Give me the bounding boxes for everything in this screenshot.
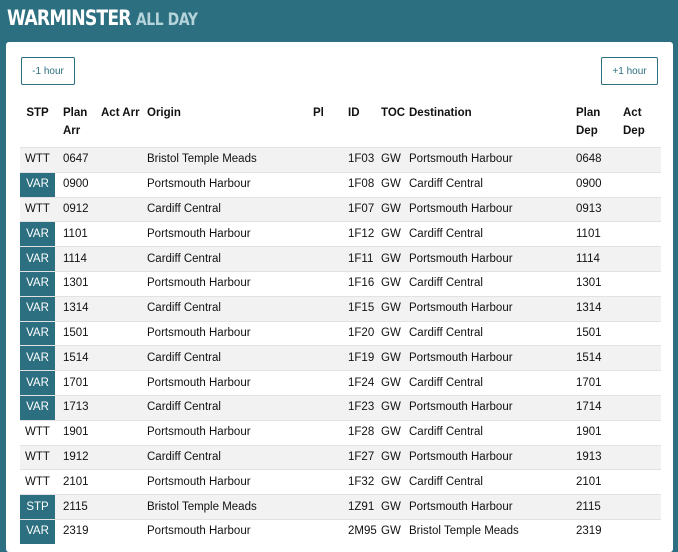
origin-cell: Portsmouth Harbour — [147, 222, 313, 247]
train-id-cell: 1F27 — [348, 445, 381, 470]
toc-cell: GW — [381, 148, 409, 173]
origin-cell: Portsmouth Harbour — [147, 519, 313, 543]
table-row[interactable] — [20, 148, 661, 173]
plan-arr-cell: 0647 — [55, 148, 101, 173]
col-header-act-arr: Act Arr — [101, 107, 140, 119]
act-arr-cell — [101, 321, 147, 346]
timetable — [20, 104, 661, 544]
col-header-pl: Pl — [313, 107, 324, 119]
toc-cell: GW — [381, 445, 409, 470]
plan-arr-cell: 2115 — [55, 495, 101, 520]
act-dep-cell — [623, 296, 661, 321]
origin-cell: Cardiff Central — [147, 197, 313, 222]
col-header-toc: TOC — [381, 107, 406, 119]
train-id-cell: 1Z91 — [348, 495, 381, 520]
platform-cell — [313, 296, 348, 321]
stp-badge: VAR — [20, 271, 55, 296]
platform-cell — [313, 271, 348, 296]
plan-arr-cell: 1901 — [55, 420, 101, 445]
table-row[interactable] — [20, 296, 661, 321]
plan-dep-cell: 2101 — [576, 470, 623, 495]
train-id-cell: 1F23 — [348, 395, 381, 420]
platform-cell — [313, 172, 348, 197]
origin-cell: Cardiff Central — [147, 247, 313, 272]
station-name: WARMINSTER — [7, 6, 131, 30]
plan-dep-cell: 1514 — [576, 346, 623, 371]
act-dep-cell — [623, 395, 661, 420]
table-row[interactable] — [20, 371, 661, 396]
toc-cell: GW — [381, 271, 409, 296]
platform-cell — [313, 420, 348, 445]
toc-cell: GW — [381, 395, 409, 420]
stp-badge: VAR — [20, 247, 55, 272]
origin-cell: Portsmouth Harbour — [147, 321, 313, 346]
act-arr-cell — [101, 247, 147, 272]
train-id-cell: 1F08 — [348, 172, 381, 197]
plan-arr-cell: 1701 — [55, 371, 101, 396]
plan-dep-cell: 1314 — [576, 296, 623, 321]
plan-dep-cell: 2115 — [576, 495, 623, 520]
plan-dep-cell: 1913 — [576, 445, 623, 470]
stp-badge: WTT — [20, 420, 55, 445]
plan-arr-cell: 1912 — [55, 445, 101, 470]
next-hour-button[interactable]: +1 hour — [601, 57, 658, 85]
top-bar — [0, 0, 678, 40]
act-arr-cell — [101, 346, 147, 371]
origin-cell: Portsmouth Harbour — [147, 271, 313, 296]
train-id-cell: 1F20 — [348, 321, 381, 346]
platform-cell — [313, 445, 348, 470]
col-header-act-dep: Act Dep — [623, 107, 645, 137]
plan-arr-cell: 0900 — [55, 172, 101, 197]
stp-badge: WTT — [20, 197, 55, 222]
plan-dep-cell: 1501 — [576, 321, 623, 346]
origin-cell: Cardiff Central — [147, 445, 313, 470]
destination-cell: Cardiff Central — [409, 470, 576, 495]
act-arr-cell — [101, 519, 147, 543]
plan-arr-cell: 1301 — [55, 271, 101, 296]
act-dep-cell — [623, 222, 661, 247]
table-row[interactable] — [20, 321, 661, 346]
stp-badge: VAR — [20, 321, 55, 346]
plan-arr-cell: 0912 — [55, 197, 101, 222]
stp-badge: VAR — [20, 296, 55, 321]
destination-cell: Portsmouth Harbour — [409, 495, 576, 520]
toc-cell: GW — [381, 296, 409, 321]
destination-cell: Portsmouth Harbour — [409, 445, 576, 470]
act-dep-cell — [623, 321, 661, 346]
toc-cell: GW — [381, 371, 409, 396]
plan-arr-cell: 2101 — [55, 470, 101, 495]
col-header-origin: Origin — [147, 107, 181, 119]
act-dep-cell — [623, 371, 661, 396]
act-dep-cell — [623, 271, 661, 296]
toc-cell: GW — [381, 197, 409, 222]
destination-cell: Bristol Temple Meads — [409, 519, 576, 543]
origin-cell: Portsmouth Harbour — [147, 172, 313, 197]
origin-cell: Cardiff Central — [147, 346, 313, 371]
origin-cell: Cardiff Central — [147, 296, 313, 321]
act-arr-cell — [101, 296, 147, 321]
page-title — [7, 6, 198, 30]
table-row[interactable] — [20, 346, 661, 371]
table-row[interactable] — [20, 395, 661, 420]
train-id-cell: 1F11 — [348, 247, 381, 272]
origin-cell: Portsmouth Harbour — [147, 371, 313, 396]
destination-cell: Portsmouth Harbour — [409, 148, 576, 173]
table-row[interactable] — [20, 197, 661, 222]
plan-arr-cell: 1713 — [55, 395, 101, 420]
previous-hour-button[interactable]: -1 hour — [21, 57, 75, 85]
destination-cell: Cardiff Central — [409, 271, 576, 296]
plan-arr-cell: 1514 — [55, 346, 101, 371]
stp-badge: WTT — [20, 470, 55, 495]
plan-dep-cell: 1901 — [576, 420, 623, 445]
toc-cell: GW — [381, 420, 409, 445]
stp-badge: WTT — [20, 445, 55, 470]
table-row[interactable] — [20, 222, 661, 247]
train-id-cell: 2M95 — [348, 519, 381, 543]
act-dep-cell — [623, 519, 661, 543]
table-row[interactable] — [20, 470, 661, 495]
stp-badge: VAR — [20, 222, 55, 247]
destination-cell: Portsmouth Harbour — [409, 197, 576, 222]
train-id-cell: 1F28 — [348, 420, 381, 445]
destination-cell: Cardiff Central — [409, 321, 576, 346]
plan-arr-cell: 1314 — [55, 296, 101, 321]
platform-cell — [313, 222, 348, 247]
train-id-cell: 1F07 — [348, 197, 381, 222]
toc-cell: GW — [381, 321, 409, 346]
table-row[interactable] — [20, 420, 661, 445]
plan-dep-cell: 0900 — [576, 172, 623, 197]
toc-cell: GW — [381, 222, 409, 247]
plan-dep-cell: 2319 — [576, 519, 623, 543]
act-dep-cell — [623, 346, 661, 371]
train-id-cell: 1F19 — [348, 346, 381, 371]
act-arr-cell — [101, 222, 147, 247]
act-arr-cell — [101, 371, 147, 396]
act-arr-cell — [101, 445, 147, 470]
page-subtitle: ALL DAY — [135, 10, 198, 30]
toc-cell: GW — [381, 172, 409, 197]
col-header-id: ID — [348, 107, 360, 119]
destination-cell: Portsmouth Harbour — [409, 346, 576, 371]
toc-cell: GW — [381, 519, 409, 543]
train-id-cell: 1F15 — [348, 296, 381, 321]
act-arr-cell — [101, 271, 147, 296]
platform-cell — [313, 371, 348, 396]
plan-dep-cell: 0913 — [576, 197, 623, 222]
origin-cell: Cardiff Central — [147, 395, 313, 420]
act-arr-cell — [101, 172, 147, 197]
stp-badge: VAR — [20, 371, 55, 396]
toc-cell: GW — [381, 346, 409, 371]
platform-cell — [313, 247, 348, 272]
plan-arr-cell: 1114 — [55, 247, 101, 272]
stp-badge: STP — [20, 495, 55, 520]
destination-cell: Cardiff Central — [409, 172, 576, 197]
table-row[interactable] — [20, 445, 661, 470]
platform-cell — [313, 470, 348, 495]
act-arr-cell — [101, 395, 147, 420]
train-id-cell: 1F12 — [348, 222, 381, 247]
stp-badge: VAR — [20, 346, 55, 371]
plan-dep-cell: 1101 — [576, 222, 623, 247]
act-dep-cell — [623, 172, 661, 197]
toc-cell: GW — [381, 495, 409, 520]
platform-cell — [313, 197, 348, 222]
plan-dep-cell: 1701 — [576, 371, 623, 396]
toc-cell: GW — [381, 247, 409, 272]
platform-cell — [313, 495, 348, 520]
act-dep-cell — [623, 420, 661, 445]
stp-badge: WTT — [20, 148, 55, 173]
plan-dep-cell: 1301 — [576, 271, 623, 296]
act-arr-cell — [101, 197, 147, 222]
toc-cell: GW — [381, 470, 409, 495]
col-header-stp: STP — [26, 107, 49, 119]
act-dep-cell — [623, 495, 661, 520]
destination-cell: Portsmouth Harbour — [409, 296, 576, 321]
origin-cell: Portsmouth Harbour — [147, 470, 313, 495]
col-header-plan-arr: Plan Arr — [63, 107, 88, 137]
platform-cell — [313, 395, 348, 420]
table-row[interactable] — [20, 172, 661, 197]
col-header-destination: Destination — [409, 107, 472, 119]
platform-cell — [313, 519, 348, 543]
train-id-cell: 1F16 — [348, 271, 381, 296]
act-dep-cell — [623, 197, 661, 222]
plan-arr-cell: 2319 — [55, 519, 101, 543]
platform-cell — [313, 346, 348, 371]
train-id-cell: 1F03 — [348, 148, 381, 173]
origin-cell: Bristol Temple Meads — [147, 148, 313, 173]
act-dep-cell — [623, 470, 661, 495]
plan-dep-cell: 1114 — [576, 247, 623, 272]
destination-cell: Cardiff Central — [409, 420, 576, 445]
table-row[interactable] — [20, 519, 661, 543]
platform-cell — [313, 321, 348, 346]
stp-badge: VAR — [20, 519, 55, 543]
destination-cell: Portsmouth Harbour — [409, 247, 576, 272]
col-header-plan-dep: Plan Dep — [576, 107, 601, 137]
act-dep-cell — [623, 445, 661, 470]
destination-cell: Cardiff Central — [409, 222, 576, 247]
table-header-row — [20, 104, 661, 148]
plan-arr-cell: 1101 — [55, 222, 101, 247]
stp-badge: VAR — [20, 395, 55, 420]
train-id-cell: 1F24 — [348, 371, 381, 396]
origin-cell: Portsmouth Harbour — [147, 420, 313, 445]
destination-cell: Portsmouth Harbour — [409, 395, 576, 420]
act-arr-cell — [101, 148, 147, 173]
platform-cell — [313, 148, 348, 173]
train-id-cell: 1F32 — [348, 470, 381, 495]
table-row[interactable] — [20, 495, 661, 520]
table-row[interactable] — [20, 271, 661, 296]
plan-dep-cell: 0648 — [576, 148, 623, 173]
act-arr-cell — [101, 495, 147, 520]
act-dep-cell — [623, 148, 661, 173]
act-arr-cell — [101, 420, 147, 445]
act-arr-cell — [101, 470, 147, 495]
act-dep-cell — [623, 247, 661, 272]
plan-dep-cell: 1714 — [576, 395, 623, 420]
stp-badge: VAR — [20, 172, 55, 197]
timetable-panel — [6, 42, 673, 552]
table-row[interactable] — [20, 247, 661, 272]
origin-cell: Bristol Temple Meads — [147, 495, 313, 520]
destination-cell: Cardiff Central — [409, 371, 576, 396]
plan-arr-cell: 1501 — [55, 321, 101, 346]
